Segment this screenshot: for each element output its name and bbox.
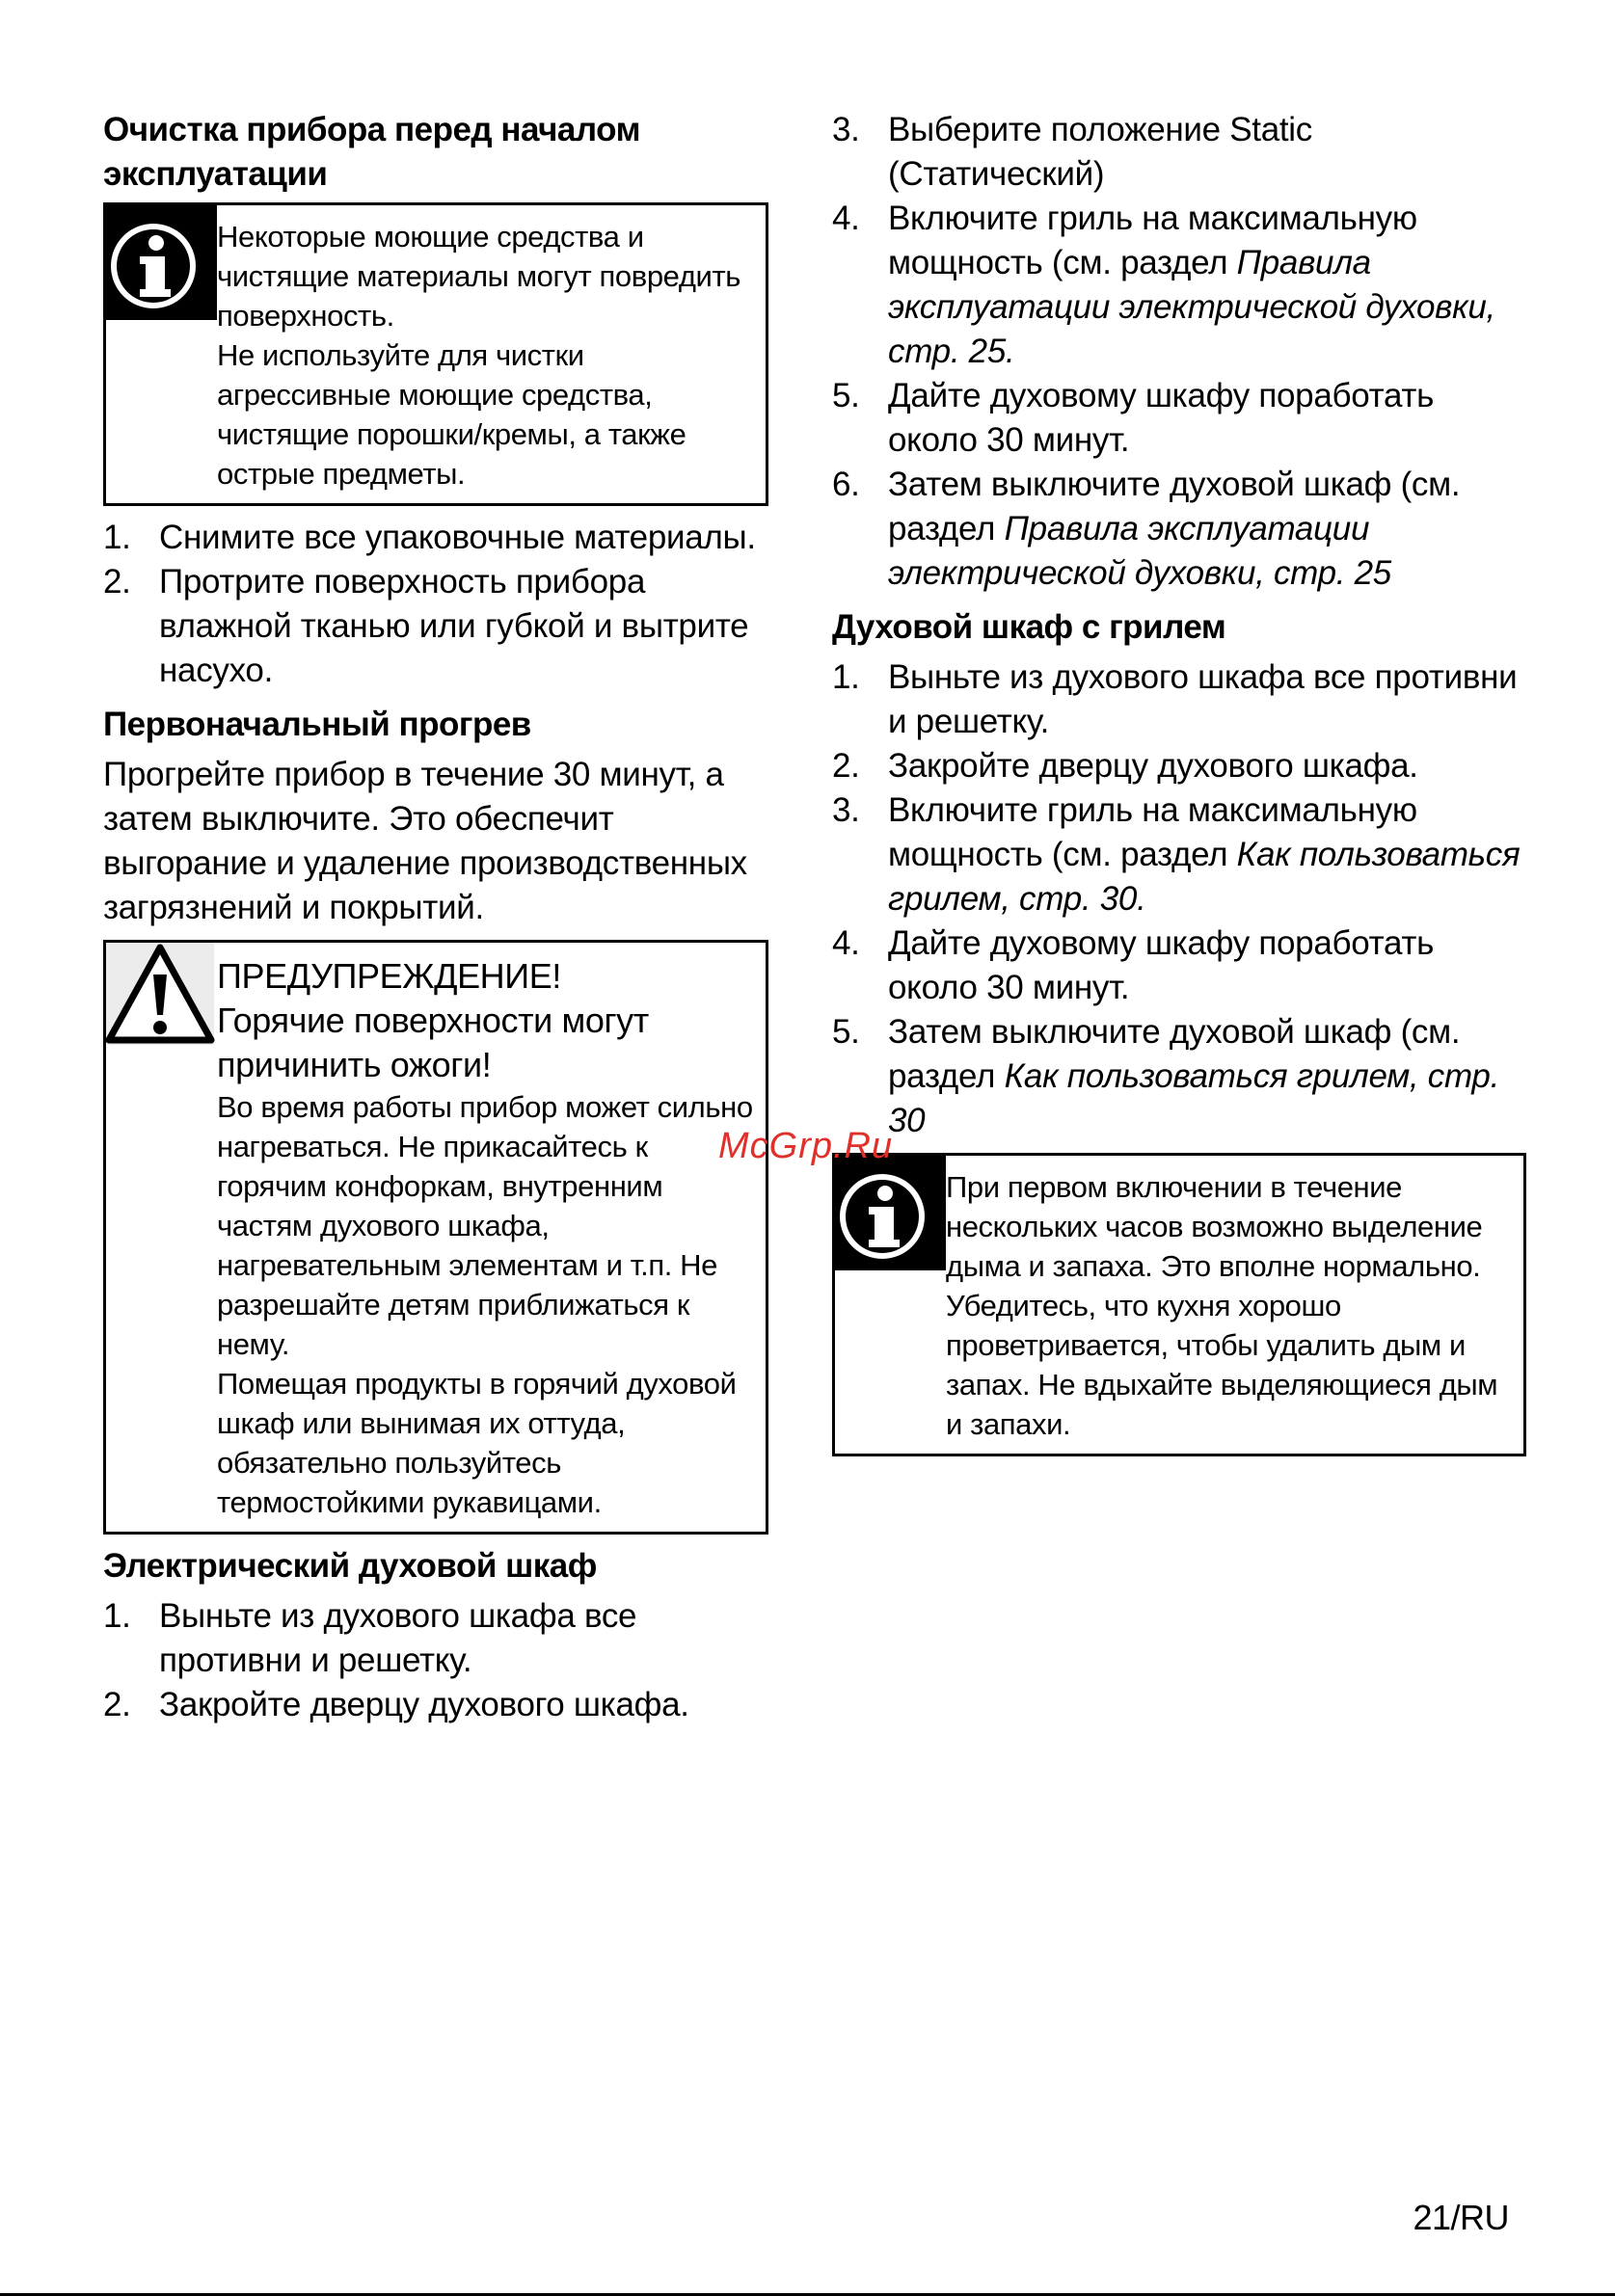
section-title-electric: Электрический духовой шкаф bbox=[103, 1547, 597, 1585]
info-icon bbox=[832, 1153, 946, 1275]
list-item: 2. Закройте дверцу духового шкафа. bbox=[103, 1686, 689, 1723]
info-box-cleaning bbox=[103, 202, 768, 506]
info-text-1: При первом включении в течение нескольких часов возможно выделение дыма и запаха. Это вполне нормально. bbox=[946, 1170, 1483, 1283]
info-box-first-use bbox=[832, 1153, 1526, 1456]
info-text-2: Не используйте для чистки агрессивные моющие средства, чистящие порошки/кремы, а также острые предметы. bbox=[217, 338, 686, 491]
warning-triangle-icon bbox=[103, 940, 217, 1053]
list-item: 5. Дайте духовому шкафу поработать около 30 минут. bbox=[832, 377, 1435, 459]
electric-steps bbox=[103, 1594, 768, 1727]
list-item: 3. Включите гриль на максимальную мощность (см. раздел Как пользоваться грилем, стр. 30. bbox=[832, 791, 1521, 918]
section-title-cleaning: Очистка прибора перед началом эксплуатации bbox=[103, 111, 640, 193]
list-item: 4. Включите гриль на максимальную мощность (см. раздел Правила эксплуатации электрической духовки, стр. 25. bbox=[832, 200, 1495, 370]
list-item: 1. Выньте из духового шкафа все противни и решетку. bbox=[103, 1597, 637, 1679]
preheat-text: Прогрейте прибор в течение 30 минут, а затем выключите. Это обеспечит выгорание и удаление производственных загрязнений и покрытий. bbox=[103, 756, 747, 926]
warning-text-1: Во время работы прибор может сильно нагреваться. Не прикасайтесь к горячим конфоркам, внутренним частям духового шкафа, нагревательным элементам и т.п. Не разрешайте детям приближаться к нему. bbox=[217, 1090, 753, 1361]
grill-steps bbox=[832, 655, 1526, 1143]
right-column bbox=[832, 108, 1526, 1466]
info-icon bbox=[103, 202, 217, 325]
cleaning-steps bbox=[103, 516, 768, 693]
left-column bbox=[103, 108, 768, 1737]
warning-title: ПРЕДУПРЕЖДЕНИЕ! bbox=[217, 956, 561, 996]
section-title-grill: Духовой шкаф с грилем bbox=[832, 608, 1226, 646]
warning-text-2: Помещая продукты в горячий духовой шкаф или вынимая их оттуда, обязательно пользуйтесь термостойкими рукавицами. bbox=[217, 1367, 737, 1519]
section-title-preheat: Первоначальный прогрев bbox=[103, 706, 531, 743]
list-item: 1. Снимите все упаковочные материалы. bbox=[103, 519, 756, 556]
watermark: McGrp.Ru bbox=[718, 1126, 894, 1166]
list-item: 2. Закройте дверцу духового шкафа. bbox=[832, 747, 1418, 785]
list-item: 5. Затем выключите духовой шкаф (см. раздел Как пользоваться грилем, стр. 30 bbox=[832, 1013, 1500, 1139]
list-item: 4. Дайте духовому шкафу поработать около 30 минут. bbox=[832, 924, 1435, 1006]
warning-box bbox=[103, 940, 768, 1535]
list-item: 2. Протрите поверхность прибора влажной тканью или губкой и вытрите насухо. bbox=[103, 563, 749, 689]
info-text-2: Убедитесь, что кухня хорошо проветривается, чтобы удалить дым и запах. Не вдыхайте выделяющиеся дым и запахи. bbox=[946, 1289, 1498, 1441]
page-number: 21/RU bbox=[1413, 2198, 1509, 2237]
list-item: 3. Выберите положение Static (Статический) bbox=[832, 111, 1312, 193]
info-text-1: Некоторые моющие средства и чистящие материалы могут повредить поверхность. bbox=[217, 220, 740, 333]
list-item: 1. Выньте из духового шкафа все противни и решетку. bbox=[832, 658, 1518, 740]
electric-steps-continued bbox=[832, 108, 1526, 596]
warning-subtitle: Горячие поверхности могут причинить ожоги! bbox=[217, 1001, 649, 1084]
list-item: 6. Затем выключите духовой шкаф (см. раздел Правила эксплуатации электрической духовки, стр. 25 bbox=[832, 466, 1461, 592]
